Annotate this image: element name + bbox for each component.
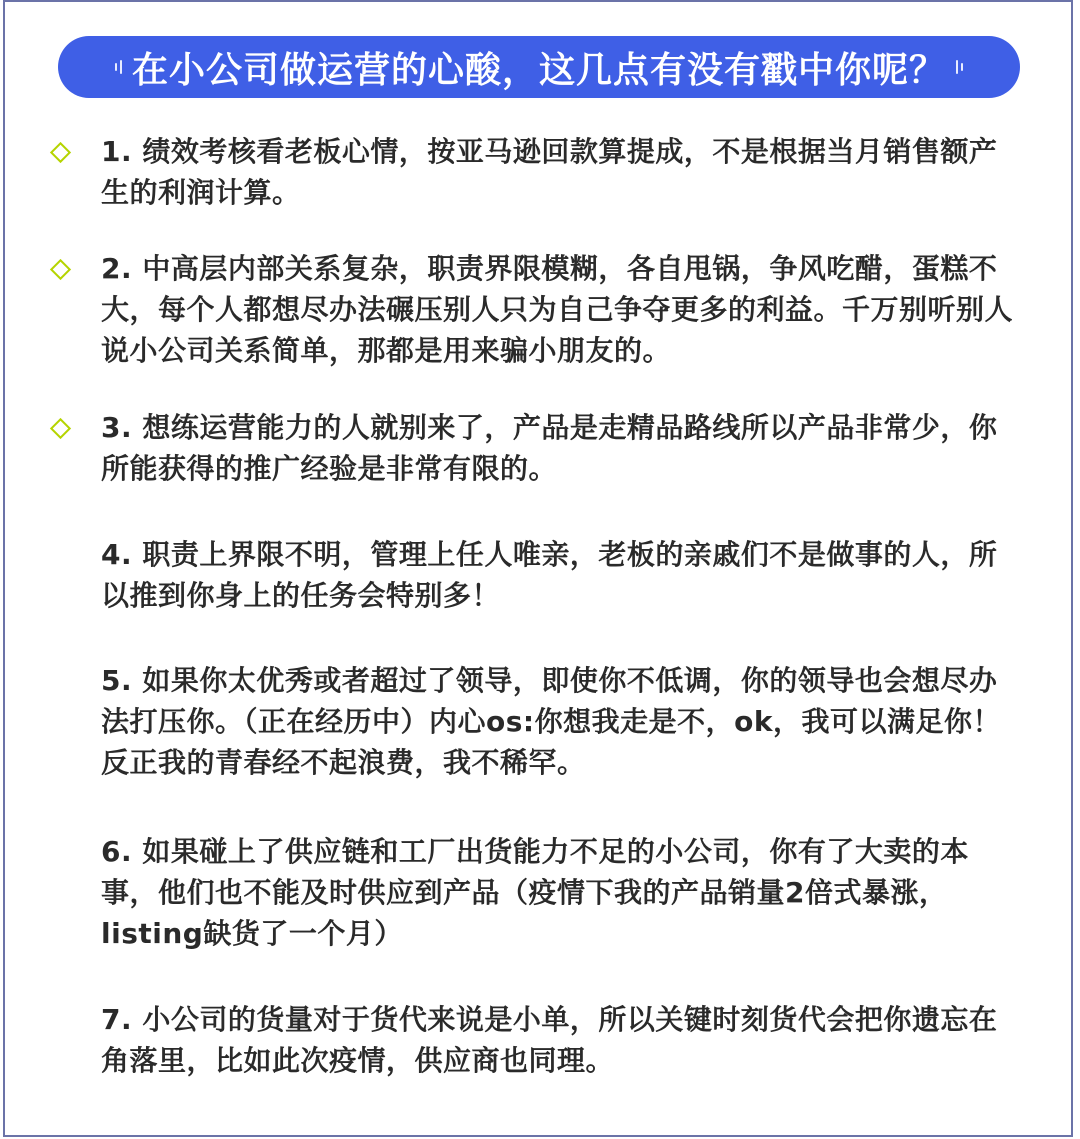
list-item: 7. 小公司的货量对于货代来说是小单，所以关键时刻货代会把你遗忘在角落里，比如此次疫情，供应商也同理。 (101, 1003, 998, 1077)
sound-bars-right-icon (956, 60, 963, 74)
sound-bars-left-icon (115, 60, 122, 74)
page-title: 在小公司做运营的心酸，这几点有没有戳中你呢？ (131, 49, 946, 91)
list-item: 3. 想练运营能力的人就别来了，产品是走精品路线所以产品非常少，你所能获得的推广经验是非常有限的。 (101, 411, 998, 485)
title-banner (58, 36, 1020, 98)
list-item: 5. 如果你太优秀或者超过了领导，即使你不低调，你的领导也会想尽办法打压你。（正在经历中）内心os:你想我走是不，ok，我可以满足你！反正我的青春经不起浪费，我不稀罕。 (101, 664, 1001, 779)
list-item: 4. 职责上界限不明，管理上任人唯亲，老板的亲戚们不是做事的人，所以推到你身上的任务会特别多！ (101, 538, 998, 612)
list-item: 1. 绩效考核看老板心情，按亚马逊回款算提成，不是根据当月销售额产生的利润计算。 (101, 135, 998, 209)
list-item: 6. 如果碰上了供应链和工厂出货能力不足的小公司，你有了大卖的本事，他们也不能及时供应到产品（疫情下我的产品销量2倍式暴涨，listing缺货了一个月） (101, 835, 969, 950)
list-item: 2. 中高层内部关系复杂，职责界限模糊，各自甩锅，争风吃醋，蛋糕不大，每个人都想尽办法碾压别人只为自己争夺更多的利益。千万别听别人说小公司关系简单，那都是用来骗小朋友的。 (101, 252, 1014, 367)
